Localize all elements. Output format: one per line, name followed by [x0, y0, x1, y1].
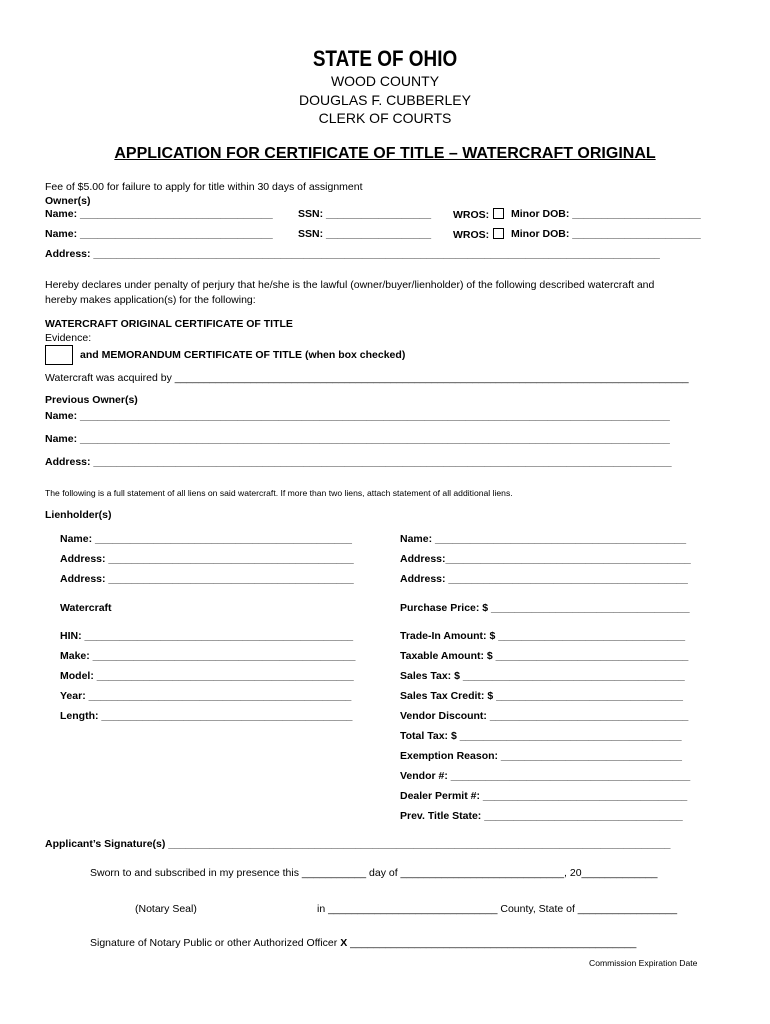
fee-note: Fee of $5.00 for failure to apply for title within 30 days of assignment [45, 181, 363, 193]
model-field[interactable]: Model: ____________________________________________ [60, 670, 354, 682]
dealer-permit-field[interactable]: Dealer Permit #: ___________________________________ [400, 790, 688, 802]
owner2-wros-checkbox[interactable] [493, 228, 504, 239]
previous-owners-heading: Previous Owner(s) [45, 394, 138, 406]
notary-x-mark: X [340, 937, 348, 949]
county-name: WOOD COUNTY [330, 73, 440, 89]
total-tax-field[interactable]: Total Tax: $ ______________________________________ [400, 730, 682, 742]
wros-label: WROS: [453, 209, 490, 221]
lienholder2-address1-field[interactable]: Address:__________________________________________ [400, 553, 691, 565]
purchase-price-field[interactable]: Purchase Price: $ __________________________________ [400, 602, 690, 614]
trade-in-amount-field[interactable]: Trade-In Amount: $ ________________________________ [400, 630, 686, 642]
lienholder1-address2-field[interactable]: Address: __________________________________________ [60, 573, 354, 585]
owner1-name-field[interactable]: Name: _________________________________ [45, 208, 273, 220]
certificate-heading: WATERCRAFT ORIGINAL CERTIFICATE OF TITLE [45, 318, 293, 330]
county-state-field[interactable]: in _____________________________ County, State of _________________ [317, 903, 678, 915]
wros-label: WROS: [453, 229, 490, 241]
state-title: STATE OF OHIO [312, 46, 458, 71]
applicant-signature-field[interactable]: Applicant’s Signature(s) ______________________________________________________________________________________ [45, 838, 671, 850]
owner-address-field[interactable]: Address: _________________________________________________________________________________________________ [45, 248, 660, 260]
acquired-by-field[interactable]: Watercraft was acquired by ________________________________________________________________________________________ [45, 372, 689, 384]
form-title: APPLICATION FOR CERTIFICATE OF TITLE – WATERCRAFT ORIGINAL [114, 145, 656, 162]
memorandum-label: and MEMORANDUM CERTIFICATE OF TITLE (when box checked) [80, 349, 406, 361]
lienholder1-name-field[interactable]: Name: ____________________________________________ [60, 533, 352, 545]
notary-seal-label: (Notary Seal) [135, 903, 197, 915]
clerk-name: DOUGLAS F. CUBBERLEY [299, 92, 471, 108]
office-name: CLERK OF COURTS [318, 110, 452, 126]
declaration-line1: Hereby declares under penalty of perjury that he/she is the lawful (owner/buyer/lienholder) of the following described watercraft and [45, 279, 655, 291]
sales-tax-field[interactable]: Sales Tax: $ ______________________________________ [400, 670, 685, 682]
previous-owner2-name-field[interactable]: Name: _____________________________________________________________________________________________________ [45, 433, 670, 445]
lienholder2-name-field[interactable]: Name: ___________________________________________ [400, 533, 687, 545]
owner2-dob-field[interactable]: Minor DOB: ______________________ [511, 228, 701, 240]
exemption-reason-field[interactable]: Exemption Reason: _______________________________ [400, 750, 682, 762]
declaration-line2: hereby makes application(s) for the following: [45, 294, 256, 306]
year-field[interactable]: Year: _____________________________________________ [60, 690, 352, 702]
owner1-wros-checkbox[interactable] [493, 208, 504, 219]
sworn-statement-field[interactable]: Sworn to and subscribed in my presence this ___________ day of ____________________________, 20_____________ [90, 867, 658, 879]
watercraft-heading: Watercraft [60, 602, 112, 614]
vendor-number-field[interactable]: Vendor #: _________________________________________ [400, 770, 691, 782]
notary-signature-field[interactable] [90, 937, 636, 949]
liens-statement: The following is a full statement of all liens on said watercraft. If more than two liens, attach statement of all additional liens. [45, 488, 513, 498]
previous-owner1-name-field[interactable]: Name: _____________________________________________________________________________________________________ [45, 410, 670, 422]
owner2-ssn-field[interactable]: SSN: __________________ [298, 228, 432, 240]
notary-signature-line: _________________________________________________ [350, 937, 637, 949]
lienholder2-address2-field[interactable]: Address: _________________________________________ [400, 573, 688, 585]
hin-field[interactable]: HIN: ______________________________________________ [60, 630, 354, 642]
taxable-amount-field[interactable]: Taxable Amount: $ _________________________________ [400, 650, 689, 662]
sales-tax-credit-field[interactable]: Sales Tax Credit: $ ________________________________ [400, 690, 683, 702]
previous-owner-address-field[interactable]: Address: ___________________________________________________________________________________________________ [45, 456, 672, 468]
owner1-ssn-field[interactable]: SSN: __________________ [298, 208, 432, 220]
memorandum-checkbox[interactable] [45, 345, 73, 365]
length-field[interactable]: Length: ___________________________________________ [60, 710, 353, 722]
owner1-wros [453, 208, 507, 221]
vendor-discount-field[interactable]: Vendor Discount: __________________________________ [400, 710, 689, 722]
owner2-wros [453, 228, 507, 241]
notary-signature-label: Signature of Notary Public or other Authorized Officer [90, 937, 338, 949]
lienholder1-address1-field[interactable]: Address: __________________________________________ [60, 553, 354, 565]
prev-title-state-field[interactable]: Prev. Title State: __________________________________ [400, 810, 683, 822]
evidence-label: Evidence: [45, 332, 92, 344]
owner2-name-field[interactable]: Name: _________________________________ [45, 228, 273, 240]
lienholders-heading: Lienholder(s) [45, 509, 112, 521]
commission-expiration-label: Commission Expiration Date [589, 958, 698, 968]
owners-heading: Owner(s) [45, 195, 91, 207]
owner1-dob-field[interactable]: Minor DOB: ______________________ [511, 208, 701, 220]
make-field[interactable]: Make: _____________________________________________ [60, 650, 356, 662]
